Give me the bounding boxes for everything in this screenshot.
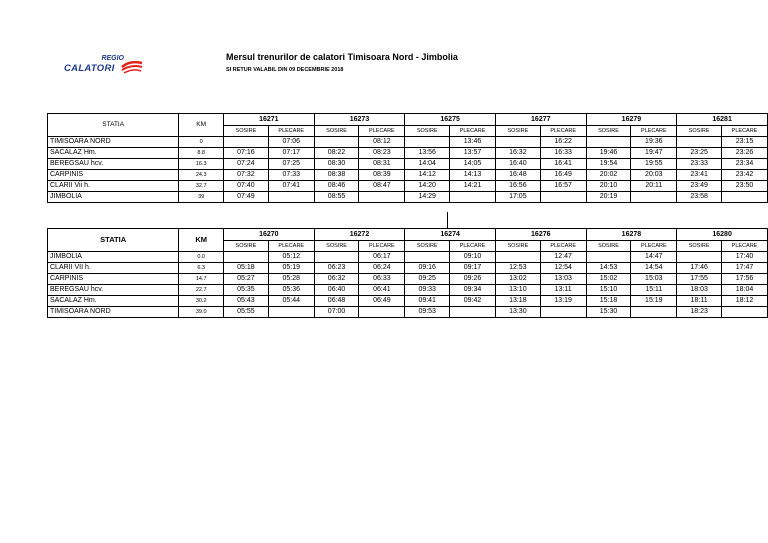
departure-time: 14:05 bbox=[450, 159, 496, 170]
table-row bbox=[48, 252, 768, 263]
arrival-time bbox=[405, 137, 450, 148]
arrival-time: 23:49 bbox=[677, 181, 722, 192]
departure-time bbox=[450, 192, 496, 203]
station-km: 30.2 bbox=[179, 296, 224, 307]
departure-header: PLECARE bbox=[631, 126, 677, 137]
departure-header: PLECARE bbox=[450, 241, 496, 252]
departure-time: 07:41 bbox=[268, 181, 314, 192]
arrival-time: 09:53 bbox=[405, 307, 450, 318]
arrival-time: 15:30 bbox=[586, 307, 631, 318]
departure-time: 08:12 bbox=[359, 137, 405, 148]
departure-time: 15:11 bbox=[631, 285, 677, 296]
departure-time: 07:25 bbox=[268, 159, 314, 170]
arrival-time: 17:05 bbox=[495, 192, 540, 203]
arrival-time: 17:46 bbox=[677, 263, 722, 274]
departure-time: 06:49 bbox=[359, 296, 405, 307]
train-number: 16273 bbox=[314, 114, 405, 126]
departure-time: 12:54 bbox=[540, 263, 586, 274]
arrival-time: 08:38 bbox=[314, 170, 359, 181]
departure-time: 23:26 bbox=[722, 148, 768, 159]
arrival-time: 13:02 bbox=[495, 274, 540, 285]
departure-time: 09:10 bbox=[450, 252, 496, 263]
departure-time bbox=[722, 192, 768, 203]
station-name: BEREGSAU hcv. bbox=[48, 285, 179, 296]
departure-time bbox=[268, 192, 314, 203]
departure-time: 07:33 bbox=[268, 170, 314, 181]
station-name: CLARII VII h. bbox=[48, 263, 179, 274]
arrival-time: 12:53 bbox=[495, 263, 540, 274]
arrival-time: 07:16 bbox=[224, 148, 269, 159]
arrival-time: 16:40 bbox=[495, 159, 540, 170]
train-number: 16278 bbox=[586, 229, 677, 241]
arrival-time: 09:25 bbox=[405, 274, 450, 285]
table-row bbox=[48, 285, 768, 296]
km-column-header: KM bbox=[179, 114, 224, 137]
arrival-time: 06:23 bbox=[314, 263, 359, 274]
table-row bbox=[48, 296, 768, 307]
departure-header: PLECARE bbox=[450, 126, 496, 137]
departure-time: 12:47 bbox=[540, 252, 586, 263]
station-name: SACALAZ Hm. bbox=[48, 296, 179, 307]
departure-time: 16:41 bbox=[540, 159, 586, 170]
station-name: JIMBOLIA bbox=[48, 192, 179, 203]
arrival-time: 07:24 bbox=[224, 159, 269, 170]
arrival-time: 07:00 bbox=[314, 307, 359, 318]
station-km: 32.7 bbox=[179, 181, 224, 192]
departure-time: 16:57 bbox=[540, 181, 586, 192]
station-km: 8.8 bbox=[179, 148, 224, 159]
arrival-header: SOSIRE bbox=[586, 241, 631, 252]
arrival-time: 05:35 bbox=[224, 285, 269, 296]
logo-calatori-text: CALATORI bbox=[64, 63, 115, 74]
departure-header: PLECARE bbox=[722, 126, 768, 137]
regio-calatori-logo bbox=[62, 55, 144, 81]
arrival-time: 09:16 bbox=[405, 263, 450, 274]
departure-time: 16:49 bbox=[540, 170, 586, 181]
arrival-time: 18:03 bbox=[677, 285, 722, 296]
departure-time bbox=[540, 192, 586, 203]
arrival-time: 13:10 bbox=[495, 285, 540, 296]
arrival-time: 13:18 bbox=[495, 296, 540, 307]
arrival-header: SOSIRE bbox=[405, 241, 450, 252]
station-km: 39 bbox=[179, 192, 224, 203]
arrival-time bbox=[586, 252, 631, 263]
departure-time: 16:33 bbox=[540, 148, 586, 159]
departure-time: 06:24 bbox=[359, 263, 405, 274]
departure-header: PLECARE bbox=[540, 241, 586, 252]
arrival-time: 05:43 bbox=[224, 296, 269, 307]
arrival-header: SOSIRE bbox=[586, 126, 631, 137]
departure-time: 13:19 bbox=[540, 296, 586, 307]
departure-time bbox=[450, 307, 496, 318]
departure-time: 09:26 bbox=[450, 274, 496, 285]
departure-header: PLECARE bbox=[268, 241, 314, 252]
arrival-time: 20:02 bbox=[586, 170, 631, 181]
departure-time: 06:17 bbox=[359, 252, 405, 263]
departure-header: PLECARE bbox=[540, 126, 586, 137]
arrival-time: 23:58 bbox=[677, 192, 722, 203]
arrival-time: 07:40 bbox=[224, 181, 269, 192]
arrival-time bbox=[405, 252, 450, 263]
departure-time: 19:55 bbox=[631, 159, 677, 170]
station-name: BEREGSAU hcv. bbox=[48, 159, 179, 170]
train-number: 16270 bbox=[224, 229, 315, 241]
station-km: 6.3 bbox=[179, 263, 224, 274]
arrival-time: 18:23 bbox=[677, 307, 722, 318]
train-number: 16274 bbox=[405, 229, 496, 241]
arrival-time: 13:30 bbox=[495, 307, 540, 318]
departure-time bbox=[359, 192, 405, 203]
arrival-time: 14:20 bbox=[405, 181, 450, 192]
arrival-time: 08:46 bbox=[314, 181, 359, 192]
station-km: 0 bbox=[179, 137, 224, 148]
train-number: 16276 bbox=[495, 229, 586, 241]
arrival-time: 20:19 bbox=[586, 192, 631, 203]
arrival-time: 14:29 bbox=[405, 192, 450, 203]
departure-header: PLECARE bbox=[359, 241, 405, 252]
departure-time: 05:19 bbox=[268, 263, 314, 274]
departure-time: 20:03 bbox=[631, 170, 677, 181]
departure-time: 18:12 bbox=[722, 296, 768, 307]
station-name: CARPINIS bbox=[48, 170, 179, 181]
departure-time: 06:41 bbox=[359, 285, 405, 296]
arrival-time: 23:33 bbox=[677, 159, 722, 170]
train-number: 16277 bbox=[495, 114, 586, 126]
departure-time: 08:39 bbox=[359, 170, 405, 181]
departure-time: 05:12 bbox=[268, 252, 314, 263]
departure-time: 13:46 bbox=[450, 137, 496, 148]
arrival-time bbox=[314, 252, 359, 263]
departure-time: 14:13 bbox=[450, 170, 496, 181]
table-row bbox=[48, 263, 768, 274]
table-row bbox=[48, 181, 768, 192]
station-name: SACALAZ Hm. bbox=[48, 148, 179, 159]
departure-time: 17:40 bbox=[722, 252, 768, 263]
departure-time: 17:47 bbox=[722, 263, 768, 274]
departure-time: 19:47 bbox=[631, 148, 677, 159]
arrival-time: 06:48 bbox=[314, 296, 359, 307]
arrival-time bbox=[677, 137, 722, 148]
departure-time: 06:33 bbox=[359, 274, 405, 285]
departure-time bbox=[268, 307, 314, 318]
station-name: JIMBOLIA bbox=[48, 252, 179, 263]
km-column-header: KM bbox=[179, 229, 224, 252]
arrival-time: 14:53 bbox=[586, 263, 631, 274]
table-row bbox=[48, 274, 768, 285]
departure-time: 07:06 bbox=[268, 137, 314, 148]
arrival-time: 19:46 bbox=[586, 148, 631, 159]
departure-time: 20:11 bbox=[631, 181, 677, 192]
arrival-header: SOSIRE bbox=[224, 126, 269, 137]
station-km: 24.3 bbox=[179, 170, 224, 181]
arrival-time: 07:32 bbox=[224, 170, 269, 181]
arrival-time: 17:55 bbox=[677, 274, 722, 285]
arrival-header: SOSIRE bbox=[495, 241, 540, 252]
arrival-time: 05:18 bbox=[224, 263, 269, 274]
departure-time bbox=[722, 307, 768, 318]
table-row bbox=[48, 307, 768, 318]
train-number: 16281 bbox=[677, 114, 768, 126]
departure-time: 23:42 bbox=[722, 170, 768, 181]
timetable-return bbox=[47, 228, 768, 318]
arrival-time bbox=[495, 252, 540, 263]
arrival-header: SOSIRE bbox=[677, 126, 722, 137]
departure-time bbox=[631, 192, 677, 203]
arrival-time: 09:41 bbox=[405, 296, 450, 307]
arrival-time: 06:32 bbox=[314, 274, 359, 285]
train-number: 16271 bbox=[224, 114, 315, 126]
station-km: 22.7 bbox=[179, 285, 224, 296]
departure-time: 13:11 bbox=[540, 285, 586, 296]
table-row bbox=[48, 192, 768, 203]
table-row bbox=[48, 137, 768, 148]
arrival-header: SOSIRE bbox=[495, 126, 540, 137]
arrival-time: 15:18 bbox=[586, 296, 631, 307]
arrival-time: 15:02 bbox=[586, 274, 631, 285]
arrival-time: 08:22 bbox=[314, 148, 359, 159]
departure-time: 09:42 bbox=[450, 296, 496, 307]
arrival-time: 14:04 bbox=[405, 159, 450, 170]
table-row bbox=[48, 159, 768, 170]
arrival-time bbox=[224, 252, 269, 263]
arrival-time: 23:41 bbox=[677, 170, 722, 181]
arrival-time: 14:12 bbox=[405, 170, 450, 181]
logo-regio-text: REGIO bbox=[101, 55, 124, 62]
arrival-time: 06:40 bbox=[314, 285, 359, 296]
arrival-time bbox=[586, 137, 631, 148]
page-title: Mersul trenurilor de calatori Timisoara Nord - Jimbolia bbox=[226, 52, 458, 62]
station-name: TIMISOARA NORD bbox=[48, 307, 179, 318]
departure-time: 08:47 bbox=[359, 181, 405, 192]
departure-time: 14:47 bbox=[631, 252, 677, 263]
departure-header: PLECARE bbox=[268, 126, 314, 137]
departure-header: PLECARE bbox=[359, 126, 405, 137]
arrival-time: 16:56 bbox=[495, 181, 540, 192]
arrival-header: SOSIRE bbox=[314, 126, 359, 137]
arrival-time: 19:54 bbox=[586, 159, 631, 170]
arrival-header: SOSIRE bbox=[224, 241, 269, 252]
arrival-time: 16:48 bbox=[495, 170, 540, 181]
station-name: TIMISOARA NORD bbox=[48, 137, 179, 148]
arrival-time: 08:30 bbox=[314, 159, 359, 170]
station-name: CARPINIS bbox=[48, 274, 179, 285]
departure-time bbox=[540, 307, 586, 318]
table-separator bbox=[447, 212, 448, 228]
departure-time: 05:28 bbox=[268, 274, 314, 285]
arrival-time: 13:56 bbox=[405, 148, 450, 159]
arrival-header: SOSIRE bbox=[677, 241, 722, 252]
departure-time: 13:03 bbox=[540, 274, 586, 285]
arrival-time: 09:33 bbox=[405, 285, 450, 296]
arrival-header: SOSIRE bbox=[314, 241, 359, 252]
departure-time: 05:44 bbox=[268, 296, 314, 307]
arrival-time: 20:10 bbox=[586, 181, 631, 192]
departure-header: PLECARE bbox=[722, 241, 768, 252]
arrival-time bbox=[677, 252, 722, 263]
arrival-time: 08:55 bbox=[314, 192, 359, 203]
departure-time: 14:54 bbox=[631, 263, 677, 274]
station-km: 14.7 bbox=[179, 274, 224, 285]
arrival-header: SOSIRE bbox=[405, 126, 450, 137]
departure-time: 19:36 bbox=[631, 137, 677, 148]
timetable-outbound bbox=[47, 113, 768, 203]
departure-time: 15:03 bbox=[631, 274, 677, 285]
departure-time: 08:31 bbox=[359, 159, 405, 170]
arrival-time: 07:49 bbox=[224, 192, 269, 203]
train-number: 16275 bbox=[405, 114, 496, 126]
departure-time: 09:34 bbox=[450, 285, 496, 296]
departure-time: 15:19 bbox=[631, 296, 677, 307]
departure-time: 16:22 bbox=[540, 137, 586, 148]
train-number: 16279 bbox=[586, 114, 677, 126]
departure-time: 17:56 bbox=[722, 274, 768, 285]
departure-time: 05:36 bbox=[268, 285, 314, 296]
train-number: 16280 bbox=[677, 229, 768, 241]
arrival-time: 05:55 bbox=[224, 307, 269, 318]
arrival-time: 23:25 bbox=[677, 148, 722, 159]
arrival-time bbox=[495, 137, 540, 148]
station-column-header: STATIA bbox=[48, 114, 179, 137]
station-name: CLARII Vii h. bbox=[48, 181, 179, 192]
departure-time bbox=[359, 307, 405, 318]
table-row bbox=[48, 148, 768, 159]
departure-time: 23:34 bbox=[722, 159, 768, 170]
arrival-time bbox=[224, 137, 269, 148]
station-km: 0.0 bbox=[179, 252, 224, 263]
arrival-time: 16:32 bbox=[495, 148, 540, 159]
departure-time: 23:15 bbox=[722, 137, 768, 148]
table-row bbox=[48, 170, 768, 181]
departure-time bbox=[631, 307, 677, 318]
header-row-trains bbox=[48, 229, 768, 241]
departure-time: 18:04 bbox=[722, 285, 768, 296]
station-km: 39.0 bbox=[179, 307, 224, 318]
departure-header: PLECARE bbox=[631, 241, 677, 252]
arrival-time: 18:11 bbox=[677, 296, 722, 307]
departure-time: 14:21 bbox=[450, 181, 496, 192]
station-column-header: STATIA bbox=[48, 229, 179, 252]
header-row-trains bbox=[48, 114, 768, 126]
departure-time: 09:17 bbox=[450, 263, 496, 274]
arrival-time: 05:27 bbox=[224, 274, 269, 285]
station-km: 16.3 bbox=[179, 159, 224, 170]
train-number: 16272 bbox=[314, 229, 405, 241]
arrival-time bbox=[314, 137, 359, 148]
departure-time: 07:17 bbox=[268, 148, 314, 159]
logo-swoosh-icon bbox=[120, 59, 144, 75]
departure-time: 13:57 bbox=[450, 148, 496, 159]
departure-time: 23:50 bbox=[722, 181, 768, 192]
page-subtitle: SI RETUR VALABIL DIN 09 DECEMBRIE 2018 bbox=[226, 67, 344, 73]
departure-time: 08:23 bbox=[359, 148, 405, 159]
arrival-time: 15:10 bbox=[586, 285, 631, 296]
